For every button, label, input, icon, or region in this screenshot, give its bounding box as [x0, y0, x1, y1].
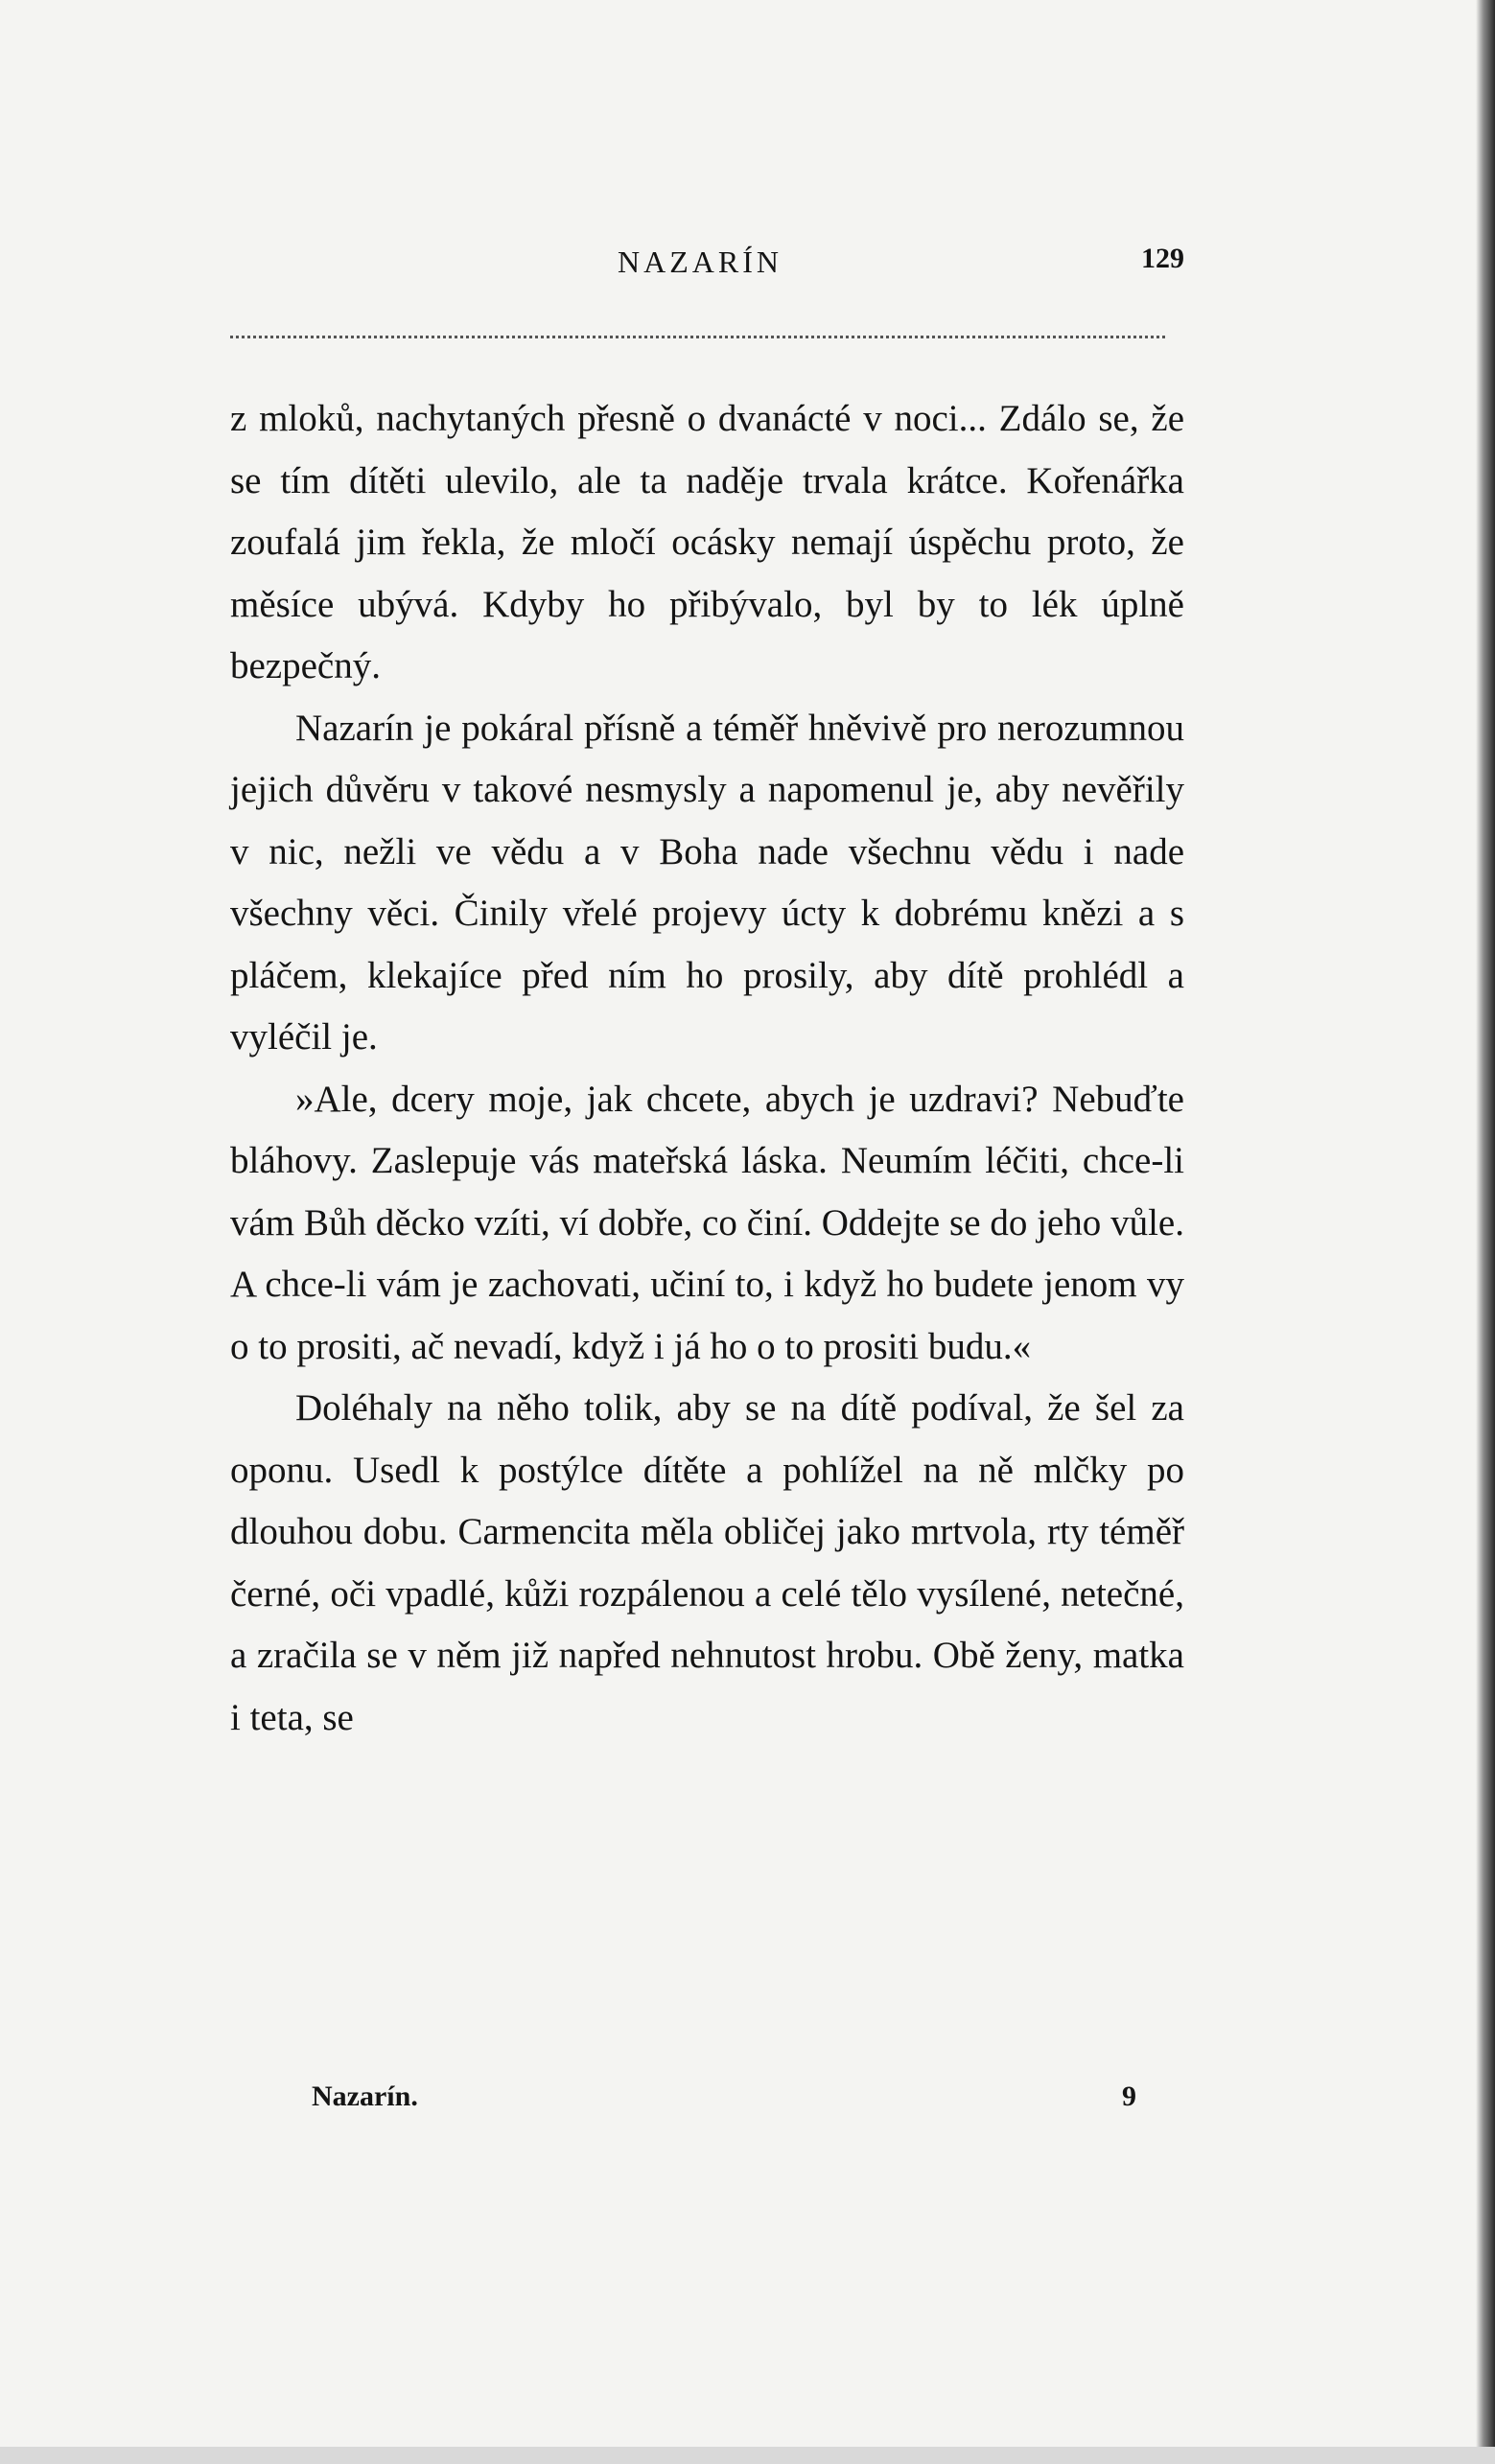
paragraph-2: Nazarín je pokáral přísně a téměř hněvivě pro nerozumnou jejich důvěru v takové nesmysly a napomenul je, aby nevěřily v nic, nežli ve vědu a v Boha nade všechnu vědu i nade všechny věci. Činily vřelé projevy úcty k dobrému knězi a s pláčem, klekajíce před ním ho prosily, aby dítě prohlédl a vyléčil je. [230, 707, 1184, 1058]
page-edge-shadow [1476, 0, 1495, 2464]
paragraph-1: z mloků, nachytaných přesně o dvanácté v noci... Zdálo se, že se tím dítěti ulevilo, ale ta naděje trvala krátce. Kořenářka zoufalá jim řekla, že mločí ocásky nemají úspěchu proto, že měsíce ubývá. Kdyby ho přibývalo, byl by to lék úplně bezpečný. [230, 398, 1184, 686]
header-rule [230, 336, 1165, 338]
signature-mark: Nazarín. [312, 2080, 418, 2112]
page-number: 129 [1141, 243, 1184, 274]
sheet-number: 9 [1122, 2080, 1136, 2112]
paragraph-4: Doléhaly na něho tolik, aby se na dítě podíval, že šel za oponu. Usedl k postýlce dítěte a pohlížel na ně mlčky po dlouhou dobu. Carmencita měla obličej jako mrtvola, rty téměř černé, oči vpadlé, kůži rozpálenou a celé tělo vysílené, netečné, a zračila se v něm již napřed nehnutost hrobu. Obě ženy, matka i teta, se [230, 1387, 1184, 1738]
paragraph-3: »Ale, dcery moje, jak chcete, abych je uzdravi? Nebuďte bláhovy. Zaslepuje vás mateřská láska. Neumím léčiti, chce-li vám Bůh děcko vzíti, ví dobře, co činí. Oddejte se do jeho vůle. A chce-li vám je zachovati, učiní to, i když ho budete jenom vy o to prositi, ač nevadí, když i já ho o to prositi budu.« [230, 1078, 1184, 1367]
running-head [230, 243, 1184, 302]
running-title: NAZARÍN [618, 244, 783, 279]
body-text [230, 388, 1184, 1749]
